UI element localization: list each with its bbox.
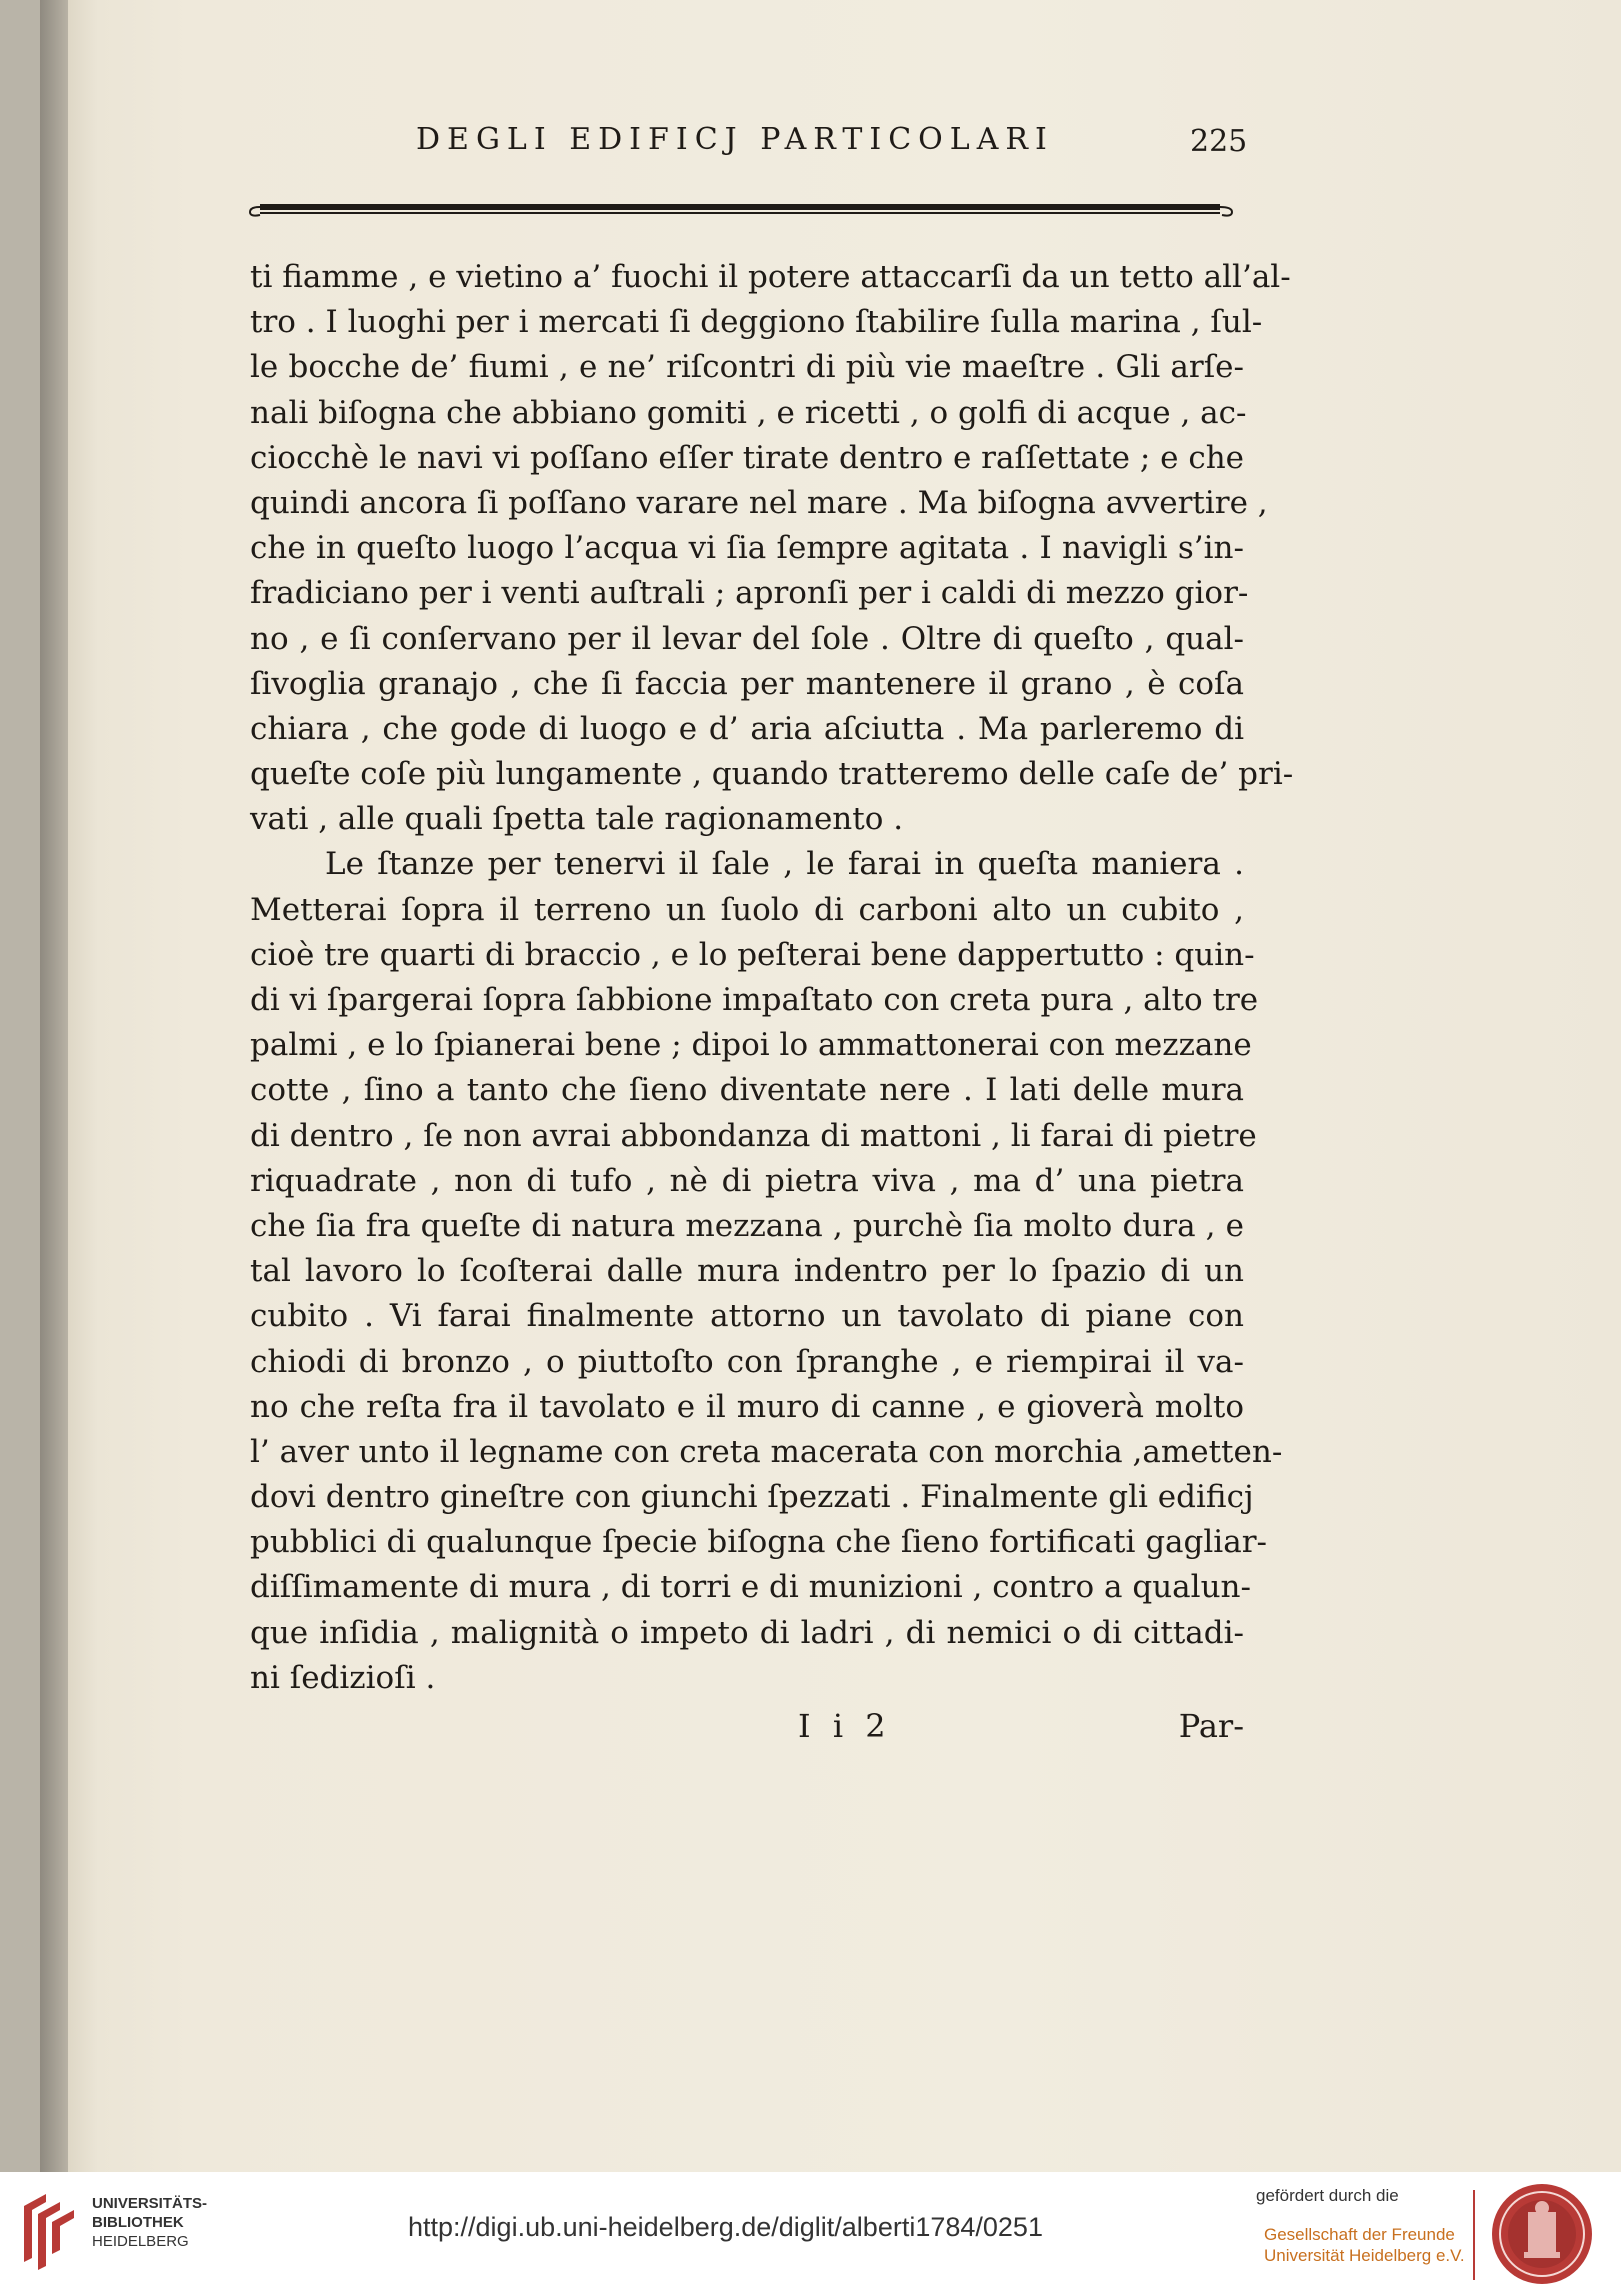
library-name-line: HEIDELBERG: [92, 2233, 189, 2250]
text-line: ti fiamme , e vietino a’ fuochi il potere attaccarſi da un tetto all’al-: [250, 259, 1291, 295]
page-number: 225: [1190, 124, 1248, 159]
university-library-logo-icon[interactable]: [16, 2188, 80, 2272]
ornamental-rule: [248, 196, 1240, 220]
page-header: [250, 122, 1250, 172]
text-line: quindi ancora ſi poſſano varare nel mare . Ma biſogna avvertire ,: [250, 484, 1268, 521]
digitization-footer: [0, 2172, 1621, 2291]
text-line: ſivoglia granajo , che ſi faccia per mantenere il grano , è coſa: [250, 665, 1244, 702]
catchline: [250, 1707, 1244, 1751]
permalink-url[interactable]: http://digi.ub.uni-heidelberg.de/diglit/alberti1784/0251: [408, 2212, 1043, 2242]
footer-divider: [1473, 2190, 1475, 2280]
library-name-line: BIBLIOTHEK: [92, 2214, 184, 2231]
text-line: di vi ſpargerai ſopra ſabbione impaſtato con creta pura , alto tre: [250, 982, 1259, 1018]
text-line: riquadrate , non di tufo , nè di pietra viva , ma d’ una pietra: [250, 1162, 1244, 1199]
text-line: che ſia fra queſte di natura mezzana , purchè ſia molto dura , e: [250, 1207, 1244, 1244]
catchword: Par-: [1178, 1707, 1244, 1745]
text-line: Le ſtanze per tenervi il ſale , le farai in queſta maniera .: [325, 846, 1244, 883]
sponsor-name[interactable]: [1264, 2224, 1465, 2266]
text-line: que inſidia , malignità o impeto di ladri , di nemici o di cittadi-: [250, 1614, 1244, 1651]
library-name-line: UNIVERSITÄTS-: [92, 2195, 208, 2212]
signature-mark: I i 2: [798, 1707, 892, 1745]
text-line: vati , alle quali ſpetta tale ragionamento .: [250, 801, 904, 838]
text-line: tro . I luoghi per i mercati ſi deggiono ſtabilire ſulla marina , ſul-: [250, 304, 1263, 341]
university-seal-icon: [1490, 2182, 1594, 2286]
text-line: pubblici di qualunque ſpecie biſogna che ſieno fortificati gagliar-: [250, 1524, 1267, 1561]
text-line: nali biſogna che abbiano gomiti , e ricetti , o golfi di acque , ac-: [250, 394, 1247, 431]
library-name: [92, 2194, 207, 2251]
text-line: chiara , che gode di luogo e d’ aria aſciutta . Ma parleremo di: [250, 710, 1244, 747]
text-line: palmi , e lo ſpianerai bene ; dipoi lo ammattonerai con mezzane: [250, 1027, 1252, 1064]
text-line: tal lavoro lo ſcoſterai dalle mura indentro per lo ſpazio di un: [250, 1253, 1244, 1290]
funded-by-label: gefördert durch die: [1256, 2186, 1399, 2205]
text-line: cubito . Vi farai finalmente attorno un tavolato di piane con: [250, 1298, 1244, 1335]
text-line: Metterai ſopra il terreno un ſuolo di carboni alto un cubito ,: [250, 891, 1244, 928]
sponsor-name-line: Gesellschaft der Freunde: [1264, 2225, 1455, 2244]
text-line: no che reſta fra il tavolato e il muro di canne , e gioverà molto: [250, 1388, 1244, 1425]
text-line: chiodi di bronzo , o piuttoſto con ſpranghe , e riempirai il va-: [250, 1343, 1244, 1380]
text-line: diſſimamente di mura , di torri e di munizioni , contro a qualun-: [250, 1569, 1251, 1606]
text-line: ciocchè le navi vi poſſano eſſer tirate dentro e raſſettate ; e che: [250, 439, 1244, 476]
body-text: [250, 255, 1294, 1701]
text-line: cioè tre quarti di braccio , e lo peſterai bene dappertutto : quin-: [250, 936, 1255, 973]
text-line: le bocche de’ fiumi , e ne’ riſcontri di più vie maeſtre . Gli arſe-: [250, 349, 1244, 386]
text-line: no , e ſi conſervano per il levar del ſole . Oltre di queſto , qual-: [250, 620, 1244, 657]
sponsor-name-line: Universität Heidelberg e.V.: [1264, 2246, 1465, 2265]
text-line: cotte , ſino a tanto che ſieno diventate nere . I lati delle mura: [250, 1072, 1244, 1109]
text-line: ni ſedizioſi .: [250, 1659, 436, 1696]
text-line: di dentro , ſe non avrai abbondanza di mattoni , li farai di pietre: [250, 1117, 1257, 1154]
text-line: l’ aver unto il legname con creta macerata con morchia ,ametten-: [250, 1433, 1283, 1470]
text-line: fradiciano per i venti auſtrali ; apronſi per i caldi di mezzo gior-: [250, 575, 1249, 612]
text-line: dovi dentro gineſtre con giunchi ſpezzati . Finalmente gli edificj: [250, 1479, 1254, 1516]
text-line: che in queſto luogo l’acqua vi ſia ſempre agitata . I navigli s’in-: [250, 530, 1244, 567]
text-line: queſte coſe più lungamente , quando tratteremo delle caſe de’ pri-: [250, 756, 1294, 793]
running-title: DEGLI EDIFICJ PARTICOLARI: [416, 122, 1054, 157]
